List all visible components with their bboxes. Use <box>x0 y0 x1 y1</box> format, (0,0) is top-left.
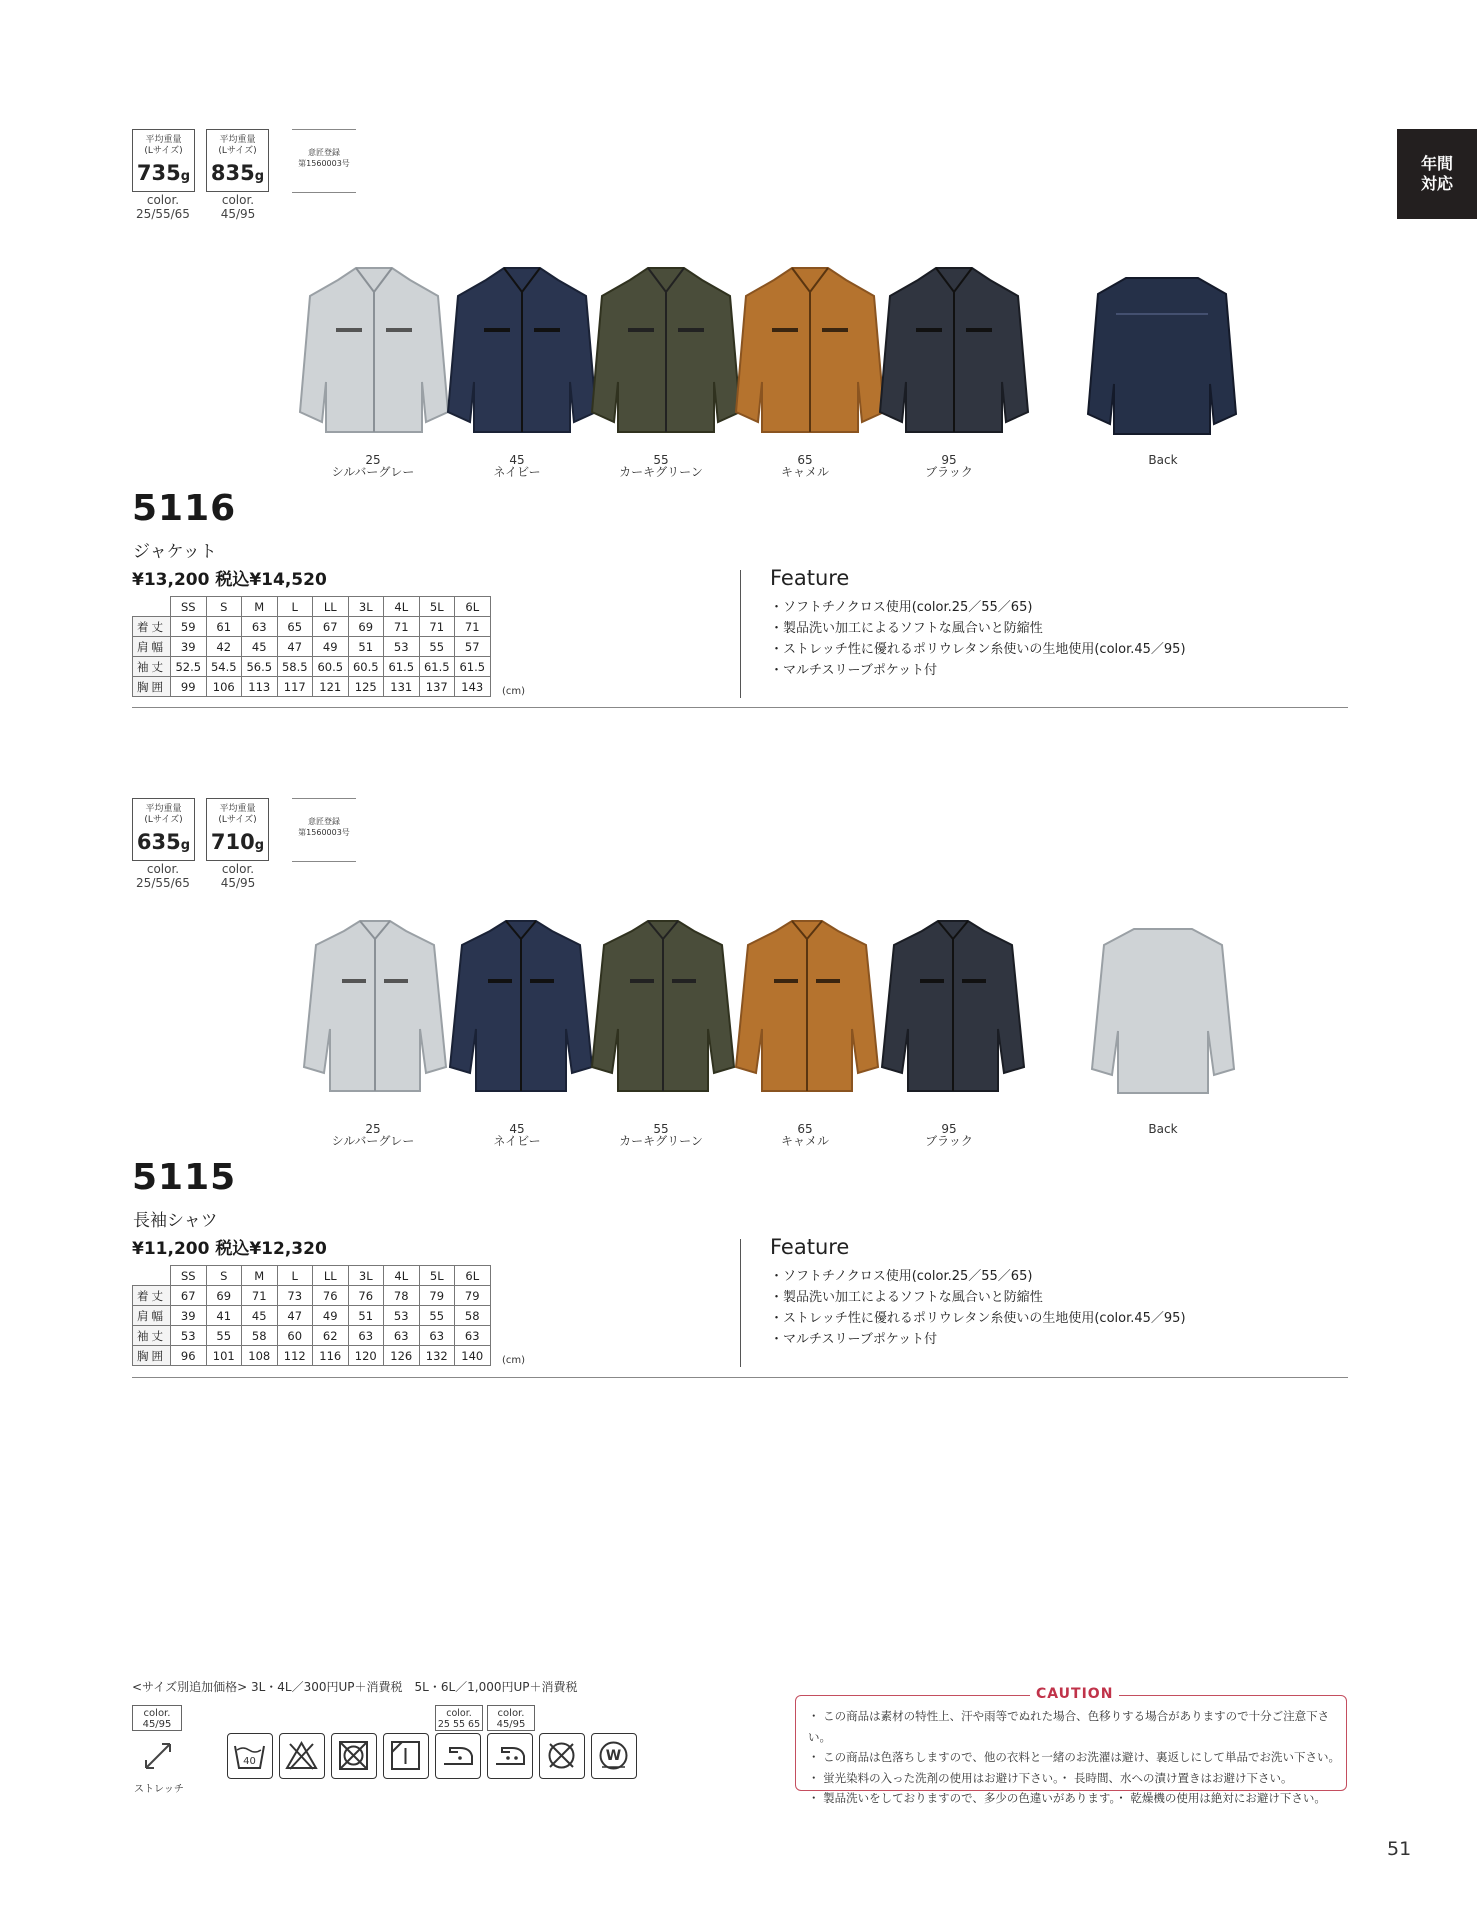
shirt-image-25 <box>302 917 448 1099</box>
shirt-image-55 <box>590 917 736 1099</box>
product-name: ジャケット <box>133 542 217 562</box>
back-caption: Back <box>1148 1122 1178 1136</box>
caution-box <box>795 1686 1347 1805</box>
feature-list <box>770 1266 1186 1350</box>
color-caption: 65 キャメル <box>780 1122 829 1148</box>
weight-color-note: color. 45/95 <box>220 193 256 221</box>
unit-label: (cm) <box>502 686 526 697</box>
iron-medium-icon <box>487 1733 533 1779</box>
color-caption: 65 キャメル <box>780 453 829 479</box>
no-tumble-dry-icon <box>331 1733 377 1779</box>
stretch-color-box: color. 45/95 <box>132 1705 182 1731</box>
feature-item: ・ソフトチノクロス使用(color.25／55／65) <box>770 1269 1033 1284</box>
season-tab-line2: 対応 <box>1420 174 1453 193</box>
feature-list <box>770 597 1186 681</box>
color-caption: 45 ネイビー <box>493 1122 541 1148</box>
color-caption: 95 ブラック <box>925 1122 973 1148</box>
wash-40-icon <box>227 1733 273 1779</box>
caution-item: ・ この商品は色落ちしますので、他の衣料と一緒のお洗濯は避け、裏返しにして単品でお洗い下さい。 <box>808 1750 1340 1764</box>
feature-title: Feature <box>770 566 850 590</box>
weight-box: 平均重量 (Lサイズ) 710g <box>206 798 269 861</box>
size-surcharge-note: <サイズ別追加価格> 3L・4L／300円UP＋消費税 5L・6L／1,000円UP＋消費税 <box>132 1680 578 1694</box>
model-number: 5115 <box>132 1157 237 1198</box>
product-price: ¥13,200 税込¥14,520 <box>132 570 327 590</box>
design-registration: 意匠登録 第1560003号 <box>292 129 356 193</box>
shirt-image-45 <box>448 917 594 1099</box>
back-caption: Back <box>1148 453 1178 467</box>
feature-item: ・マルチスリーブポケット付 <box>770 1332 938 1347</box>
season-tab <box>1397 129 1477 219</box>
product-name: 長袖シャツ <box>133 1211 218 1231</box>
feature-item: ・マルチスリーブポケット付 <box>770 663 938 678</box>
shirt-image-65 <box>734 917 880 1099</box>
section-divider <box>132 707 1348 708</box>
feature-item: ・ソフトチノクロス使用(color.25／55／65) <box>770 600 1033 615</box>
stretch-icon <box>140 1738 176 1778</box>
caution-list <box>808 1706 1346 1809</box>
caution-item: ・ 製品洗いをしておりますので、多少の色違いがあります。・ 乾燥機の使用は絶対にお避け下さい。 <box>808 1791 1326 1805</box>
feature-item: ・製品洗い加工によるソフトな風合いと防縮性 <box>770 1290 1043 1305</box>
color-caption: 55 カーキグリーン <box>619 453 703 479</box>
iron-color-box: color. 45/95 <box>487 1705 535 1731</box>
divider-vertical <box>740 570 741 698</box>
size-table: SS S M L LL 3L 4L 5L 6L 着丈 67 69 71 73 76 76 78 79 79 肩幅 39 41 45 47 49 51 53 55 58 袖丈 53 55 58 60 62 63 63 63 63 胸囲 96 101 108 112 116 120 126 132 140 <box>132 1265 491 1366</box>
color-caption: 25 シルバーグレー <box>331 1122 415 1148</box>
weight-box: 平均重量 (Lサイズ) 835g <box>206 129 269 192</box>
feature-item: ・ストレッチ性に優れるポリウレタン糸使いの生地使用(color.45／95) <box>770 642 1186 657</box>
season-tab-line1: 年間 <box>1420 154 1453 173</box>
product-price: ¥11,200 税込¥12,320 <box>132 1239 327 1259</box>
page-number: 51 <box>1387 1838 1412 1860</box>
color-caption: 25 シルバーグレー <box>331 453 415 479</box>
no-dry-clean-icon <box>539 1733 585 1779</box>
section-divider <box>132 1377 1348 1378</box>
weight-box: 平均重量 (Lサイズ) 635g <box>132 798 195 861</box>
feature-item: ・ストレッチ性に優れるポリウレタン糸使いの生地使用(color.45／95) <box>770 1311 1186 1326</box>
caution-item: ・ この商品は素材の特性上、汗や雨等でぬれた場合、色移りする場合がありますので十分ご注意下さい。 <box>808 1709 1330 1744</box>
shirt-image-back <box>1090 919 1236 1101</box>
caution-item: ・ 蛍光染料の入った洗剤の使用はお避け下さい。・ 長時間、水への漬け置きはお避け下さい。 <box>808 1770 1293 1785</box>
weight-color-note: color. 25/55/65 <box>136 862 190 890</box>
shirt-image-95 <box>880 917 1026 1099</box>
wet-clean-icon <box>591 1733 637 1779</box>
weight-color-note: color. 25/55/65 <box>136 193 190 221</box>
divider-vertical <box>740 1239 741 1367</box>
design-registration: 意匠登録 第1560003号 <box>292 798 356 862</box>
no-bleach-icon <box>279 1733 325 1779</box>
iron-color-box: color. 25 55 65 <box>435 1705 483 1731</box>
color-caption: 55 カーキグリーン <box>619 1122 703 1148</box>
iron-low-icon <box>435 1733 481 1779</box>
feature-title: Feature <box>770 1235 850 1259</box>
svg-text:40: 40 <box>243 1756 256 1767</box>
caution-title: CAUTION <box>1030 1686 1119 1702</box>
color-caption: 95 ブラック <box>925 453 973 479</box>
jacket-image-55 <box>590 262 742 442</box>
line-dry-shade-icon <box>383 1733 429 1779</box>
jacket-image-back <box>1086 264 1238 444</box>
jacket-image-95 <box>878 262 1030 442</box>
weight-box: 平均重量 (Lサイズ) 735g <box>132 129 195 192</box>
jacket-image-25 <box>298 262 450 442</box>
jacket-image-65 <box>734 262 886 442</box>
jacket-image-45 <box>446 262 598 442</box>
weight-color-note: color. 45/95 <box>220 862 256 890</box>
svg-text:W: W <box>605 1748 622 1764</box>
color-caption: 45 ネイビー <box>493 453 541 479</box>
size-table: SS S M L LL 3L 4L 5L 6L 着丈 59 61 63 65 67 69 71 71 71 肩幅 39 42 45 47 49 51 53 55 57 袖丈 52.5 54.5 56.5 58.5 60.5 60.5 61.5 61.5 61.5 胸囲 99 106 113 117 121 125 131 137 143 <box>132 596 491 697</box>
model-number: 5116 <box>132 488 237 529</box>
unit-label: (cm) <box>502 1355 526 1366</box>
feature-item: ・製品洗い加工によるソフトな風合いと防縮性 <box>770 621 1043 636</box>
stretch-label: ストレッチ <box>134 1784 184 1795</box>
